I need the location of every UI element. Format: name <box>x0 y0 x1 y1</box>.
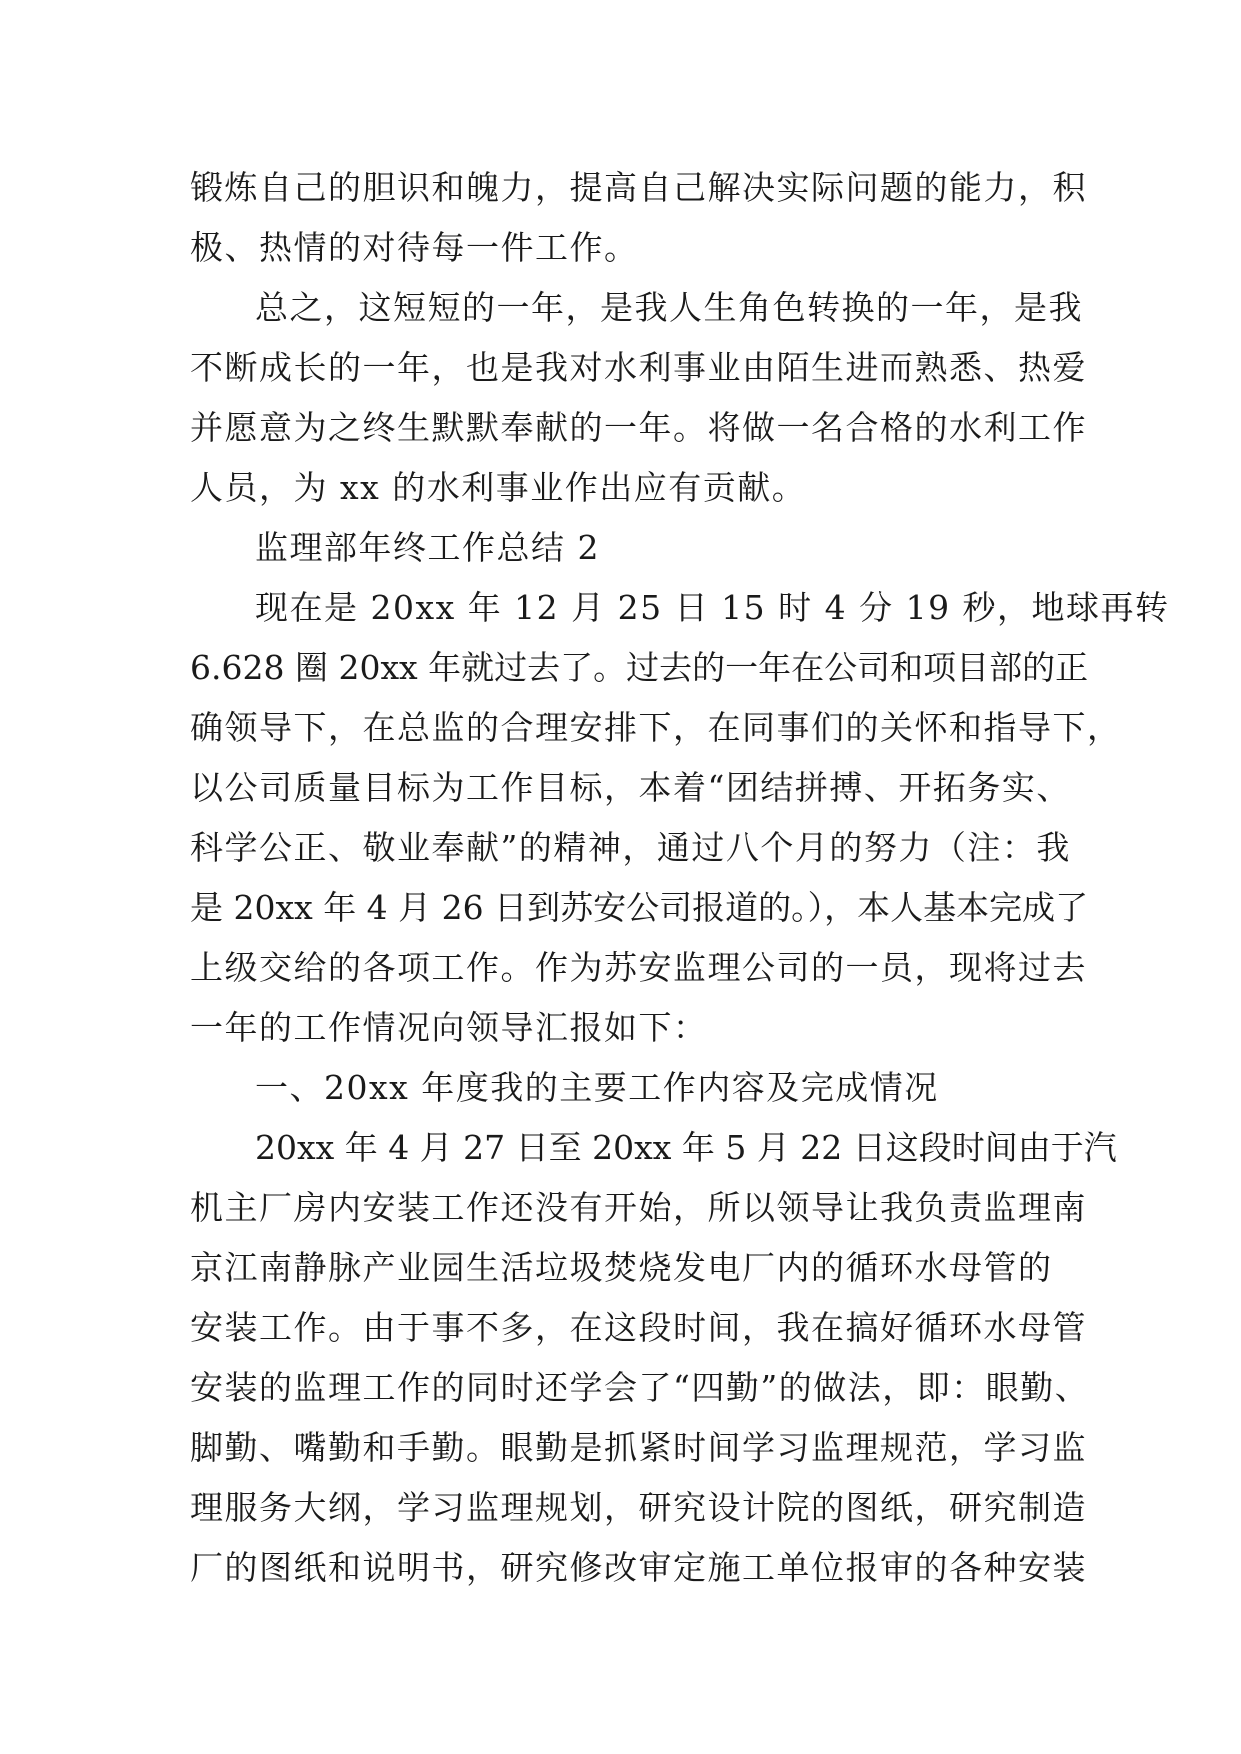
text-line: 是 20xx 年 4 月 26 日到苏安公司报道的。），本人基本完成了 <box>190 888 1089 927</box>
text-line: 锻炼自己的胆识和魄力，提高自己解决实际问题的能力，积 <box>190 168 1087 207</box>
paragraph <box>190 158 1087 278</box>
text-line: 确领导下，在总监的合理安排下，在同事们的关怀和指导下， <box>190 708 1122 747</box>
text-line: 总之，这短短的一年，是我人生角色转换的一年，是我 <box>255 288 1083 327</box>
heading-text: 监理部年终工作总结 2 <box>255 528 600 567</box>
heading-text: 一、20xx 年度我的主要工作内容及完成情况 <box>255 1068 939 1107</box>
text-line: 脚勤、嘴勤和手勤。眼勤是抓紧时间学习监理规范，学习监 <box>190 1428 1087 1467</box>
text-line: 20xx 年 4 月 27 日至 20xx 年 5 月 22 日这段时间由于汽 <box>255 1128 1117 1167</box>
text-line: 现在是 20xx 年 12 月 25 日 15 时 4 分 19 秒，地球再转 <box>255 588 1170 627</box>
text-line: 科学公正、敬业奉献”的精神，通过八个月的努力（注：我 <box>190 828 1071 867</box>
text-line: 机主厂房内安装工作还没有开始，所以领导让我负责监理南 <box>190 1188 1087 1227</box>
text-line: 一年的工作情况向领导汇报如下： <box>190 1008 708 1047</box>
document-body <box>190 158 1170 1598</box>
text-line: 6.628 圈 20xx 年就过去了。过去的一年在公司和项目部的正 <box>190 648 1089 687</box>
paragraph <box>190 1118 1117 1598</box>
text-line: 上级交给的各项工作。作为苏安监理公司的一员，现将过去 <box>190 948 1087 987</box>
text-line: 不断成长的一年，也是我对水利事业由陌生进而熟悉、热爱 <box>190 348 1087 387</box>
text-line: 并愿意为之终生默默奉献的一年。将做一名合格的水利工作 <box>190 408 1087 447</box>
text-line: 京江南静脉产业园生活垃圾焚烧发电厂内的循环水母管的 <box>190 1248 1053 1287</box>
text-line: 厂的图纸和说明书，研究修改审定施工单位报审的各种安装 <box>190 1548 1087 1587</box>
paragraph <box>190 278 1087 518</box>
text-line: 人员，为 xx 的水利事业作出应有贡献。 <box>190 468 807 507</box>
text-line: 理服务大纲，学习监理规划，研究设计院的图纸，研究制造 <box>190 1488 1087 1527</box>
text-line: 极、热情的对待每一件工作。 <box>190 228 639 267</box>
section-heading <box>190 518 1050 578</box>
text-line: 安装工作。由于事不多，在这段时间，我在搞好循环水母管 <box>190 1308 1087 1347</box>
text-line: 以公司质量目标为工作目标，本着“团结拼搏、开拓务实、 <box>190 768 1071 807</box>
section-heading <box>190 1058 1050 1118</box>
paragraph <box>190 578 1170 1058</box>
text-line: 安装的监理工作的同时还学会了“四勤”的做法，即：眼勤、 <box>190 1368 1090 1407</box>
